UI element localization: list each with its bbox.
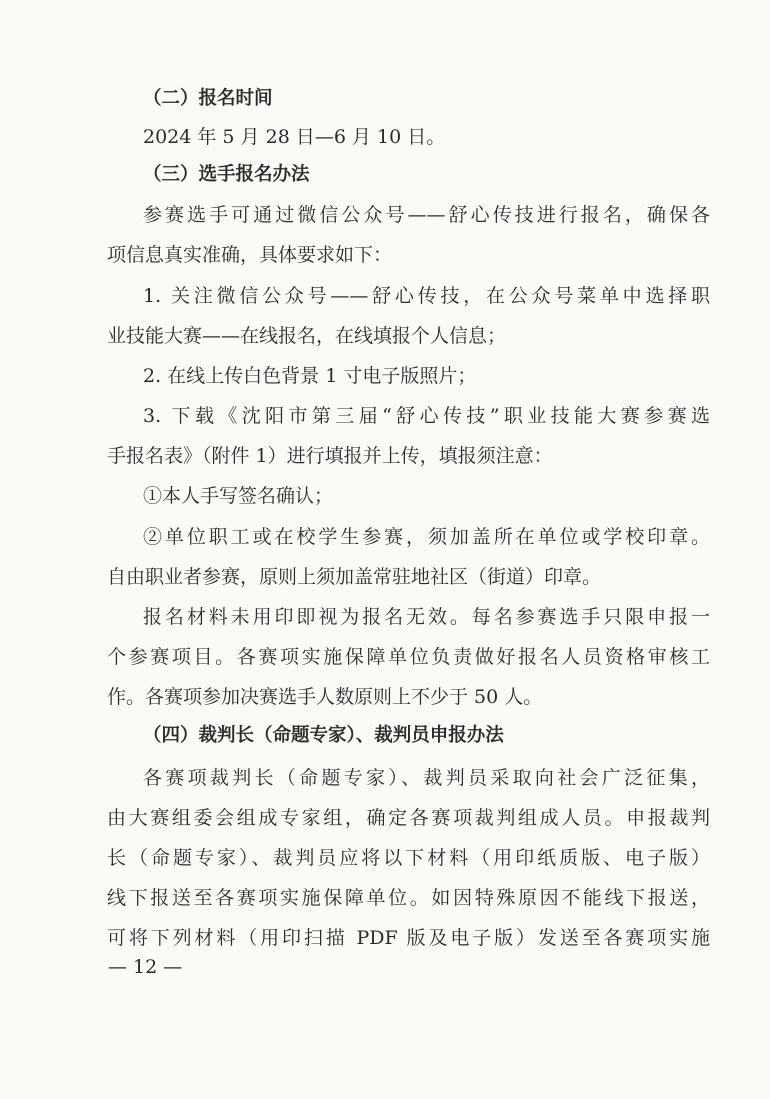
- paragraph-line: 报名材料未用印即视为报名无效。每名参赛选手只限申报一: [143, 606, 710, 628]
- list-item-3-line: 3. 下载《沈阳市第三届“舒心传技”职业技能大赛参赛选: [143, 405, 710, 427]
- section-heading-registration-time: （二）报名时间: [143, 88, 273, 109]
- sub-item-2-line: 自由职业者参赛，原则上须加盖常驻地社区（街道）印章。: [107, 566, 602, 588]
- paragraph-line: 长（命题专家）、裁判员应将以下材料（用印纸质版、电子版）: [107, 847, 710, 869]
- page-number: — 12 —: [108, 956, 183, 978]
- paragraph-line: 参赛选手可通过微信公众号——舒心传技进行报名，确保各: [143, 204, 710, 226]
- list-item-3-line: 手报名表》（附件 1）进行填报并上传，填报须注意：: [107, 445, 553, 467]
- section-heading-registration-method: （三）选手报名办法: [143, 164, 310, 185]
- paragraph-line: 个参赛项目。各赛项实施保障单位负责做好报名人员资格审核工: [107, 646, 710, 668]
- registration-date: 2024 年 5 月 28 日—6 月 10 日。: [143, 126, 446, 148]
- paragraph-line: 项信息真实准确，具体要求如下：: [107, 244, 393, 266]
- list-item-1-line: 业技能大赛——在线报名，在线填报个人信息；: [107, 325, 507, 347]
- paragraph-line: 线下报送至各赛项实施保障单位。如因特殊原因不能线下报送，: [107, 887, 710, 909]
- paragraph-line: 各赛项裁判长（命题专家）、裁判员采取向社会广泛征集，: [143, 767, 710, 789]
- sub-item-1: ①本人手写签名确认；: [143, 485, 334, 507]
- paragraph-line: 可将下列材料（用印扫描 PDF 版及电子版）发送至各赛项实施: [107, 927, 710, 949]
- paragraph-line: 由大赛组委会组成专家组，确定各赛项裁判组成人员。申报裁判: [107, 807, 710, 829]
- section-heading-referee-application: （四）裁判长（命题专家）、裁判员申报办法: [143, 725, 504, 746]
- paragraph-line: 作。各赛项参加决赛选手人数原则上不少于 50 人。: [107, 686, 543, 708]
- sub-item-2-line: ②单位职工或在校学生参赛，须加盖所在单位或学校印章。: [143, 526, 710, 548]
- list-item-2: 2. 在线上传白色背景 1 寸电子版照片；: [143, 365, 477, 387]
- list-item-1-line: 1. 关注微信公众号——舒心传技，在公众号菜单中选择职: [143, 285, 710, 307]
